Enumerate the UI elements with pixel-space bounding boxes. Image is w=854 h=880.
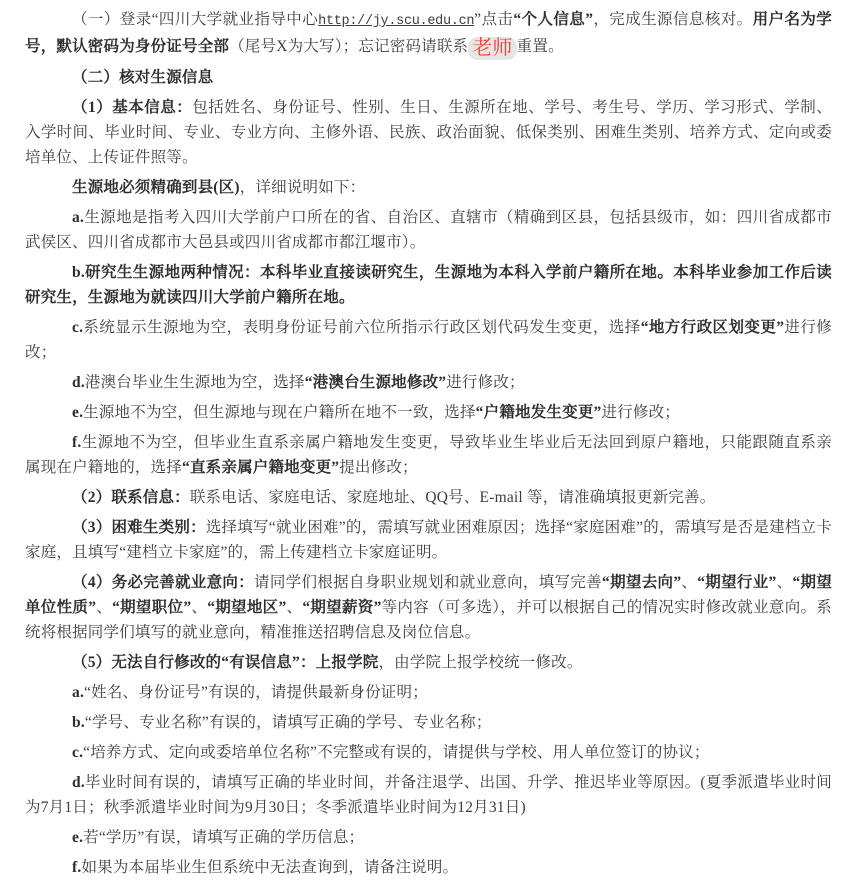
text-run: “姓名、身份证号”有误的，请提供最新身份证明； xyxy=(84,684,428,701)
text-run: （4）务必完善就业意向： xyxy=(72,574,255,591)
text-run: 毕业时间有误的，请填写正确的毕业时间，并备注退学、出国、升学、推迟毕业等原因。(夏季派遣毕业时间为7月1日；秋季派遣毕业时间为9月30日；冬季派遣毕业时间为12月31日) xyxy=(25,774,832,816)
text-run: “培养方式、定向或委培单位名称”不完整或有误的，请提供与学校、用人单位签订的协议； xyxy=(83,744,710,761)
text-run: “期望职位” xyxy=(112,599,192,616)
text-run: b. xyxy=(72,714,85,731)
text-run: （1）基本信息： xyxy=(72,99,193,116)
text-run: （3）困难生类别： xyxy=(72,519,206,536)
paragraph xyxy=(25,570,832,645)
text-run: e. xyxy=(72,829,84,846)
text-run: 进行修改； xyxy=(25,319,832,361)
text-run: b.研究生生源地两种情况：本科毕业直接读研究生，生源地为本科入学前户籍所在地。本科毕业参加工作后读研究生，生源地为就读四川大学前户籍所在地。 xyxy=(25,264,832,306)
text-run: 系统显示生源地为空，表明身份证号前六位所指示行政区划代码发生变更，选择 xyxy=(83,319,641,336)
paragraph xyxy=(25,515,832,565)
paragraph xyxy=(25,825,832,850)
text-run: “期望去向” xyxy=(602,574,682,591)
teacher-highlight-annotation: 老师 xyxy=(468,37,516,60)
text-run: 港澳台毕业生生源地为空，选择 xyxy=(84,374,305,391)
text-run: 包括姓名、身份证号、性别、生日、生源所在地、学号、考生号、学历、学习形式、学制、入学时间、毕业时间、专业、专业方向、主修外语、民族、政治面貌、低保类别、困难生类别、培养方式、定向或委培单位、上传证件照等。 xyxy=(25,99,832,166)
text-run: ，完成生源信息核对。 xyxy=(593,11,753,28)
text-run: a. xyxy=(72,209,85,226)
text-run: ”点击 xyxy=(474,11,514,28)
paragraph xyxy=(25,400,832,425)
text-run: 、 xyxy=(96,599,113,616)
text-run: “直系亲属户籍地变更” xyxy=(182,459,340,476)
text-run: 等内容（可多选），并可以根据自己的情况实时修改就业意向。系统将根据同学们填写的就业意向，精准推送招聘信息及岗位信息。 xyxy=(25,599,833,641)
paragraph xyxy=(25,740,832,765)
text-run: “地方行政区划变更” xyxy=(640,319,785,336)
text-run: “个人信息” xyxy=(513,11,594,28)
text-run: 联系电话、家庭电话、家庭地址、QQ号、E-mail 等，请准确填报更新完善。 xyxy=(189,489,716,506)
text-run: “期望薪资” xyxy=(302,599,382,616)
text-run: 生源地不为空，但生源地与现在户籍所在地不一致，选择 xyxy=(83,404,476,421)
text-run: e. xyxy=(72,404,84,421)
text-run: ，详细说明如下： xyxy=(239,179,366,196)
text-run: 选择填写“就业困难”的，需填写就业困难原因；选择“家庭困难”的，需填写是否是建档立卡家庭，且填写“建档立卡家庭”的，需上传建档立卡家庭证明。 xyxy=(25,519,832,561)
text-run: d. xyxy=(72,774,85,791)
text-run: 生源地必须精确到县(区) xyxy=(72,179,240,196)
paragraph xyxy=(25,65,832,90)
text-run: 进行修改； xyxy=(601,404,680,421)
text-run: f. xyxy=(72,434,82,451)
text-run: c. xyxy=(72,744,84,761)
text-run: 用户名为学号，默认密码为身份证号全部 xyxy=(25,11,832,55)
text-run: 、 xyxy=(286,599,303,616)
paragraph xyxy=(25,855,832,880)
paragraph xyxy=(25,7,832,60)
text-run: （尾号X为大写）；忘记密码请联系 xyxy=(229,38,469,55)
scu-employment-center-link[interactable]: http://jy.scu.edu.cn xyxy=(318,14,475,29)
paragraph xyxy=(25,370,832,395)
text-run: “期望行业” xyxy=(697,574,777,591)
paragraph xyxy=(25,315,832,365)
text-run: 、 xyxy=(681,574,698,591)
text-run: 生源地不为空，但毕业生直系亲属户籍地发生变更，导致毕业生毕业后无法回到原户籍地，只能跟随直系亲属现在户籍地的，选择 xyxy=(25,434,832,476)
text-run: （二）核对生源信息 xyxy=(72,69,214,86)
text-run: （5）无法自行修改的“有误信息”：上报学院 xyxy=(72,654,379,671)
text-run: 重置。 xyxy=(516,38,564,55)
text-run: 生源地是指考入四川大学前户口所在的省、自治区、直辖市（精确到区县，包括县级市，如：四川省成都市武侯区、四川省成都市大邑县或四川省成都市都江堰市）。 xyxy=(25,209,832,251)
paragraph xyxy=(25,650,832,675)
text-run: 提出修改； xyxy=(339,459,418,476)
text-run: a. xyxy=(72,684,85,701)
paragraph xyxy=(25,680,832,705)
text-run: 如果为本届毕业生但系统中无法查询到，请备注说明。 xyxy=(81,859,459,876)
text-run: “学号、专业名称”有误的，请填写正确的学号、专业名称； xyxy=(84,714,492,731)
paragraph xyxy=(25,485,832,510)
text-run: 请同学们根据自身职业规划和就业意向，填写完善 xyxy=(254,574,602,591)
paragraph xyxy=(25,205,832,255)
text-run: “期望地区” xyxy=(207,599,287,616)
paragraph xyxy=(25,175,832,200)
paragraph xyxy=(25,260,832,310)
text-run: 、 xyxy=(776,574,793,591)
text-run: ，由学院上报学校统一修改。 xyxy=(378,654,583,671)
paragraph xyxy=(25,430,832,480)
text-run: 进行修改； xyxy=(446,374,525,391)
text-run: “港澳台生源地修改” xyxy=(304,374,447,391)
paragraph xyxy=(25,710,832,735)
text-run: “户籍地发生变更” xyxy=(475,404,602,421)
text-run: （2）联系信息： xyxy=(72,489,190,506)
text-run: c. xyxy=(72,319,84,336)
text-run: 、 xyxy=(191,599,208,616)
text-run: “期望单位性质” xyxy=(25,574,833,616)
paragraph xyxy=(25,770,832,820)
text-run: f. xyxy=(72,859,82,876)
paragraph xyxy=(25,95,832,170)
text-run: d. xyxy=(72,374,85,391)
text-run: 若“学历”有误，请填写正确的学历信息； xyxy=(83,829,365,846)
text-run: （一）登录“四川大学就业指导中心 xyxy=(72,11,319,28)
